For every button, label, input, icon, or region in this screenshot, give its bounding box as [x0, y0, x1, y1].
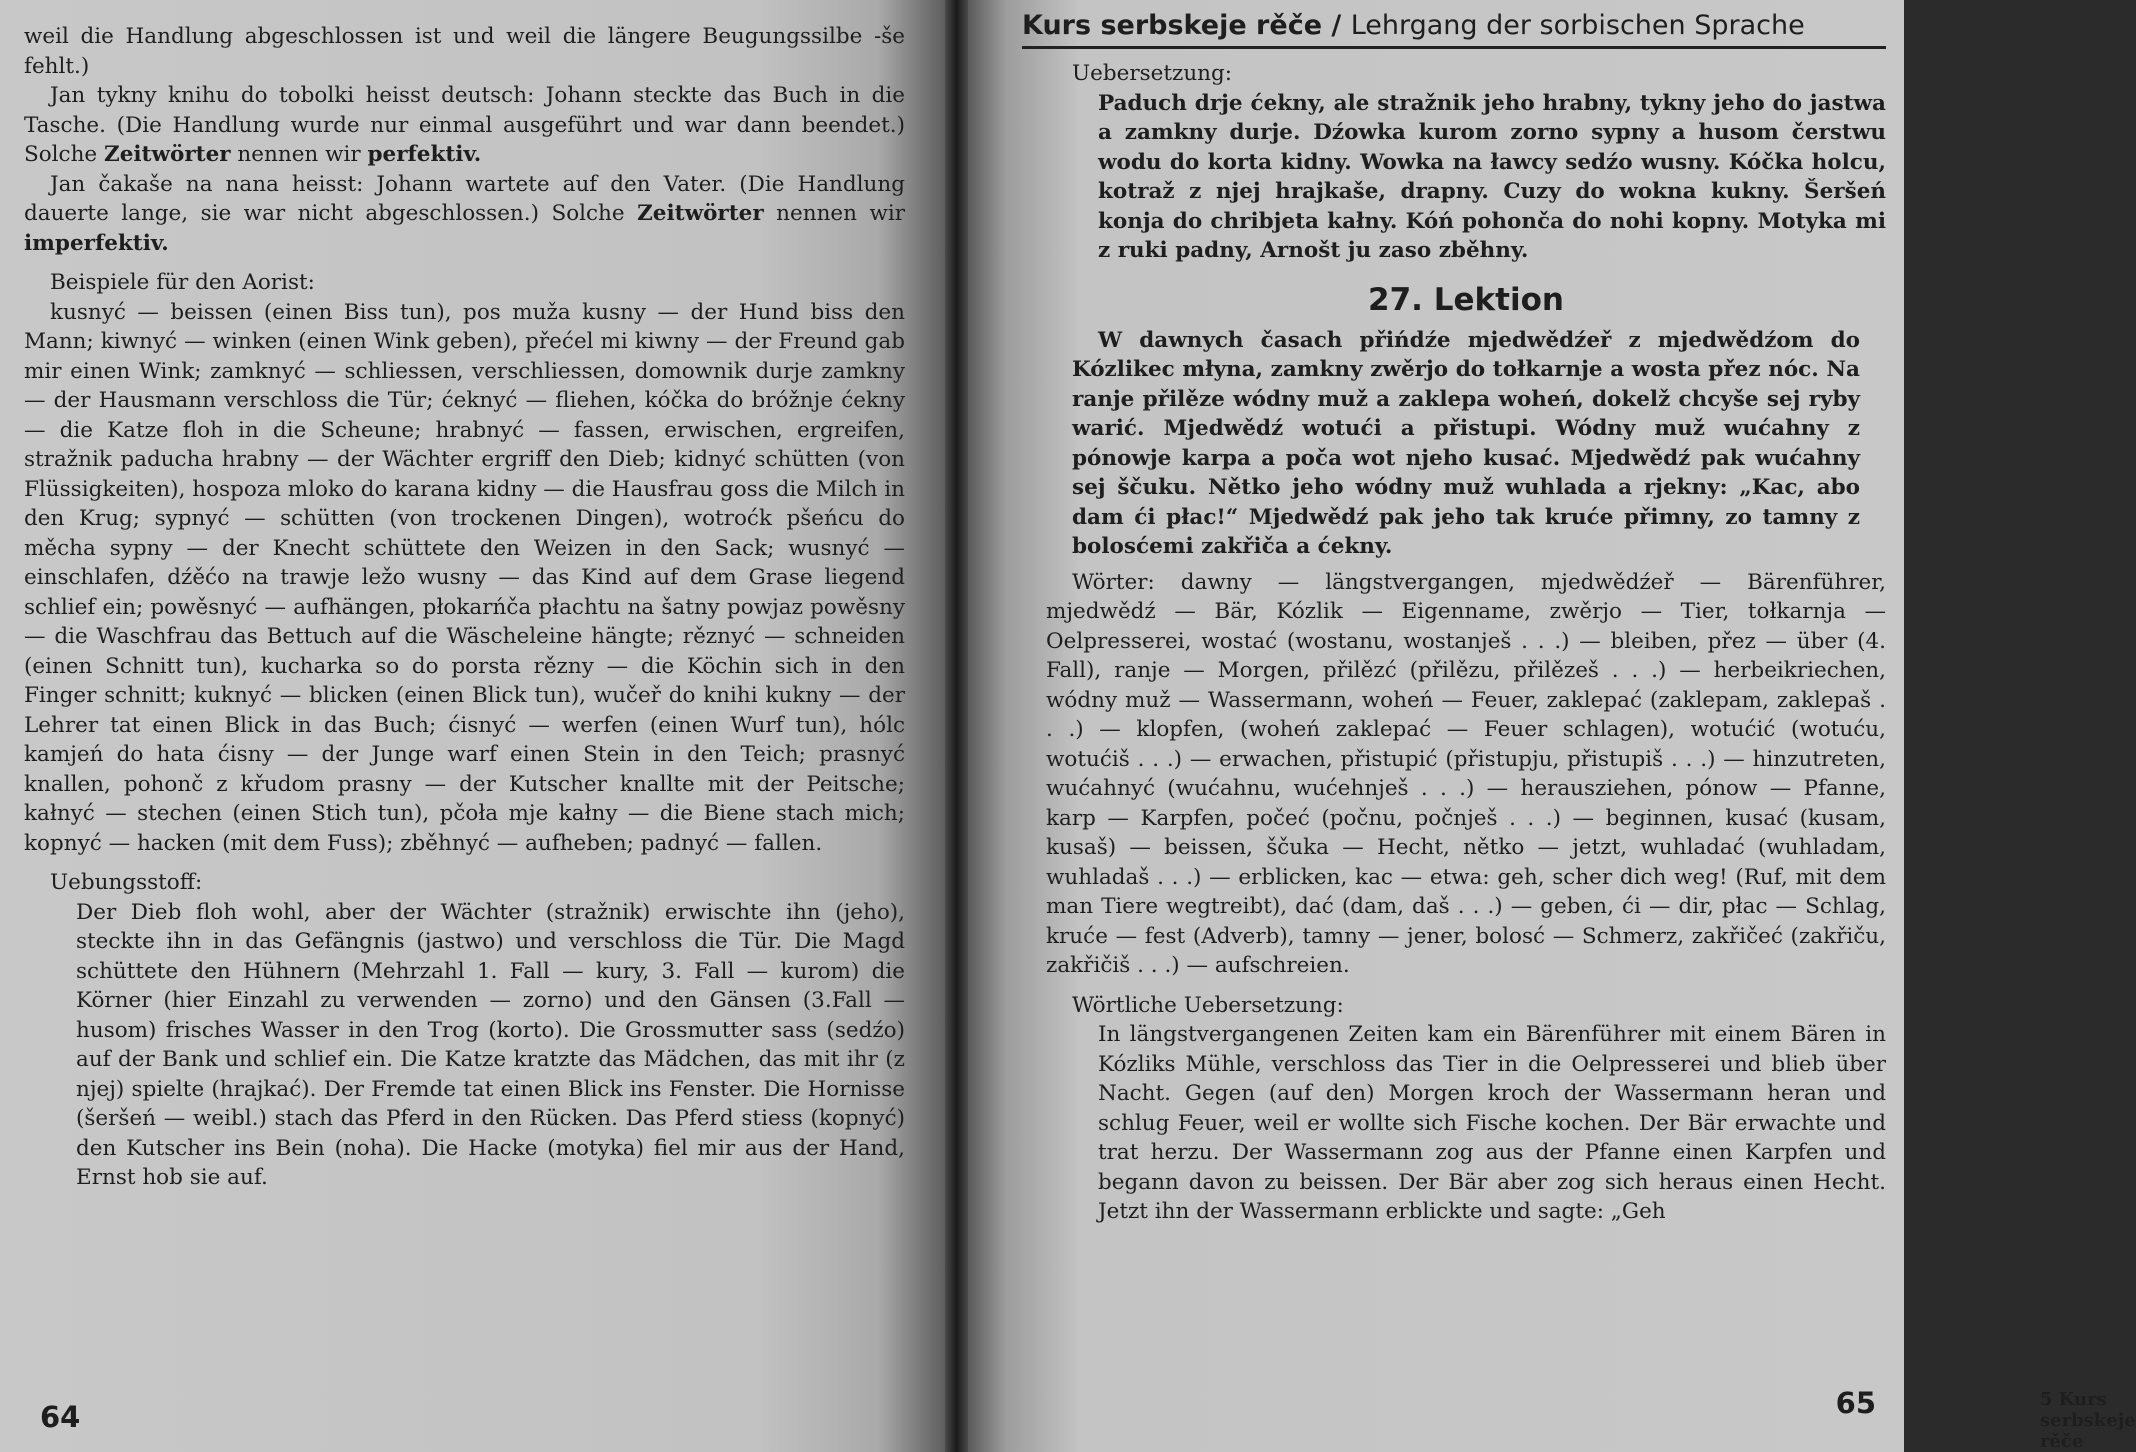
vocabulary-heading: Wörter:	[1072, 569, 1155, 595]
lesson-title: 27. Lektion	[1368, 281, 1564, 318]
page-number-right: 65	[1835, 1386, 1876, 1420]
translation-heading: Uebersetzung:	[1072, 61, 1233, 86]
literal-text: In längstvergangenen Zeiten kam ein Bärenführer mit einem Bären in Kózliks Mühle, verschloss das Tier in die Oelpresserei und blieb über Nacht. Gegen (auf den) Morgen kroch der Wassermann heran und schlug Feuer, weil er wollte sich Fische kochen. Der Bär erwachte und trat herzu. Der Wassermann zog aus der Pfanne einen Karpfen und begann davon zu beissen. Der Bär aber zog sich heraus einen Hecht. Jetzt ihn der Wassermann erblickte und sagte: „Geh	[1098, 1022, 1886, 1224]
paragraph-perfektiv: Jan tykny knihu do tobolki heisst deutsch: Johann steckte das Buch in die Tasche. (Die Handlung wurde nur einmal ausgeführt und war dann beendet.) Solche Zeitwörter nennen wir perfektiv.	[24, 83, 905, 167]
footer-signature: 5 Kurs serbskeje rěče	[2040, 1389, 2136, 1452]
translation-text: Paduch drje ćekny, ale stražnik jeho hrabny, tykny jeho do jastwa a zamkny durje. Dźowka kurom zorno sypny a husom čerstwu wodu do korta kidny. Wowka na ławcy sedźo wusny. Kóčka holcu, kotraž z njej hrajkaše, drapny. Cuzy do wokna kukny. Šeršeń konja do chribjeta kałny. Kóń pohonča do nohi kopny. Motyka mi z ruki padny, Arnošt ju zaso zběhny.	[1098, 90, 1886, 263]
exercise-heading: Uebungsstoff:	[50, 870, 203, 895]
reading-text: W dawnych časach přińdźe mjedwědźeř z mjedwědźom do Kózlikec młyna, zamkny zwěrjo do tołkarnje a wosta přez nóc. Na ranje přilěze wódny muž a zaklepa woheń, dokelž chcyše sej ryby warić. Mjedwědź wotući a přistupi. Wódny muž wućahny z pónowje karpa a poča wot njeho kusać. Mjedwědź pak wućahny sej ščuku. Nětko jeho wódny muž wuhlada a rjekny: „Kac, abo dam ći płac!“ Mjedwědź pak jeho tak kruće přimny, zo tamny z bolosćemi zakřiča a ćekny.	[1072, 327, 1860, 559]
examples-text: kusnyć — beissen (einen Biss tun), pos muža kusny — der Hund biss den Mann; kiwnyć — winken (einen Wink geben), přećel mi kiwny — der Freund gab mir einen Wink; zamknyć — schliessen, verschliessen, domownik durje zamkny — der Hausmann verschloss die Tür; ćeknyć — fliehen, kóčka do bróžnje ćekny — die Katze floh in die Scheune; hrabnyć — fassen, erwischen, ergreifen, stražnik paducha hrabny — der Wächter ergriff den Dieb; kidnyć schütten (von Flüssigkeiten), hospoza mloko do karana kidny — die Hausfrau goss die Milch in den Krug; sypnyć — schütten (von trockenen Dingen), wotroćk pšeńcu do měcha sypny — der Knecht schüttete den Weizen in den Sack; wusnyć — einschlafen, dźěćo na trawje ležo wusny — das Kind auf dem Grase liegend schlief ein; powěsnyć — aufhängen, płokarńča płachtu na šatny powjaz powěsny — die Waschfrau das Bettuch auf die Wäscheleine hängte; rěznyć — schneiden (einen Schnitt tun), kucharka so do porsta rězny — die Köchin sich in den Finger schnitt; kuknyć — blicken (einen Blick tun), wučeř do knihi kukny — der Lehrer tat einen Blick in das Buch; ćisnyć — werfen (einen Wurf tun), hólc kamjeń do hata ćisny — der Junge warf einen Stein in den Teich; prasnyć knallen, pohonč z křudom prasny — der Kutscher knallte mit der Peitsche; kałnyć — stechen (einen Stich tun), pčoła mje kałny — die Biene stach mich; kopnyć — hacken (mit dem Fuss); zběhnyć — aufheben; padnyć — fallen.	[24, 299, 905, 856]
book-gutter	[945, 0, 968, 1452]
paragraph-imperfektiv: Jan čakaše na nana heisst: Johann wartete auf den Vater. (Die Handlung dauerte lange, sie war nicht abgeschlossen.) Solche Zeitwörter nennen wir imperfektiv.	[24, 171, 905, 256]
page-number-left: 64	[40, 1400, 81, 1434]
running-head: Kurs serbskeje rěče / Lehrgang der sorbischen Sprache	[1022, 8, 1886, 49]
literal-heading: Wörtliche Uebersetzung:	[1072, 992, 1344, 1018]
exercise-text: Der Dieb floh wohl, aber der Wächter (stražnik) erwischte ihn (jeho), steckte ihn in das Gefängnis (jastwo) und verschloss die Tür. Die Magd schüttete den Hühnern (Mehrzahl 1. Fall — kury, 3. Fall — kurom) die Körner (hier Einzahl zu verwenden — zorno) und den Gänsen (3.Fall — husom) frisches Wasser in den Trog (korto). Die Grossmutter sass (sedźo) auf der Bank und schlief ein. Die Katze kratzte das Mädchen, das mit ihr (z njej) spielte (hrajkać). Der Fremde tat einen Blick ins Fenster. Die Hornisse (šeršeń — weibl.) stach das Pferd in den Rücken. Das Pferd stiess (kopnyć) den Kutscher ins Bein (noha). Die Hacke (motyka) fiel mir aus der Hand, Ernst hob sie auf.	[76, 899, 905, 1190]
vocabulary-text: Wörter: dawny — längstvergangen, mjedwědźeř — Bärenführer, mjedwědź — Bär, Kózlik — Eigenname, zwěrjo — Tier, tołkarnja — Oelpresserei, wostać (wostanu, wostanješ . . .) — bleiben, přez — über (4. Fall), ranje — Morgen, přilězć (přilězu, přilězeš . . .) — herbeikriechen, wódny muž — Wassermann, woheń — Feuer, zaklepać (zaklepam, zaklepaš . . .) — klopfen, (woheń zaklepać — Feuer schlagen), wotućić (wotuću, wotućiš . . .) — erwachen, přistupić (přistupju, přistupiš . . .) — hinzutreten, wućahnyć (wućahnu, wućehnješ . . .) — herausziehen, pónow — Pfanne, karp — Karpfen, počeć (počnu, počnješ . . .) — beginnen, kusać (kusam, kusaš) — beissen, ščuka — Hecht, nětko — jetzt, wuhladać (wuhladam, wuhladaš . . .) — erblicken, kac — etwa: geh, scher dich weg! (Ruf, mit dem man Tiere wegtreibt), dać (dam, daš . . .) — geben, ći — dir, płac — Schlag, kruće — fest (Adverb), tamny — jener, bolosć — Schmerz, zakřičeć (zakřiču, zakřičiš . . .) — aufschreien.	[1046, 569, 1887, 978]
examples-heading: Beispiele für den Aorist:	[50, 270, 315, 295]
paragraph-intro: weil die Handlung abgeschlossen ist und weil die längere Beugungssilbe -še fehlt.)	[24, 24, 905, 79]
left-page	[0, 0, 945, 1452]
right-page	[968, 0, 2136, 1452]
